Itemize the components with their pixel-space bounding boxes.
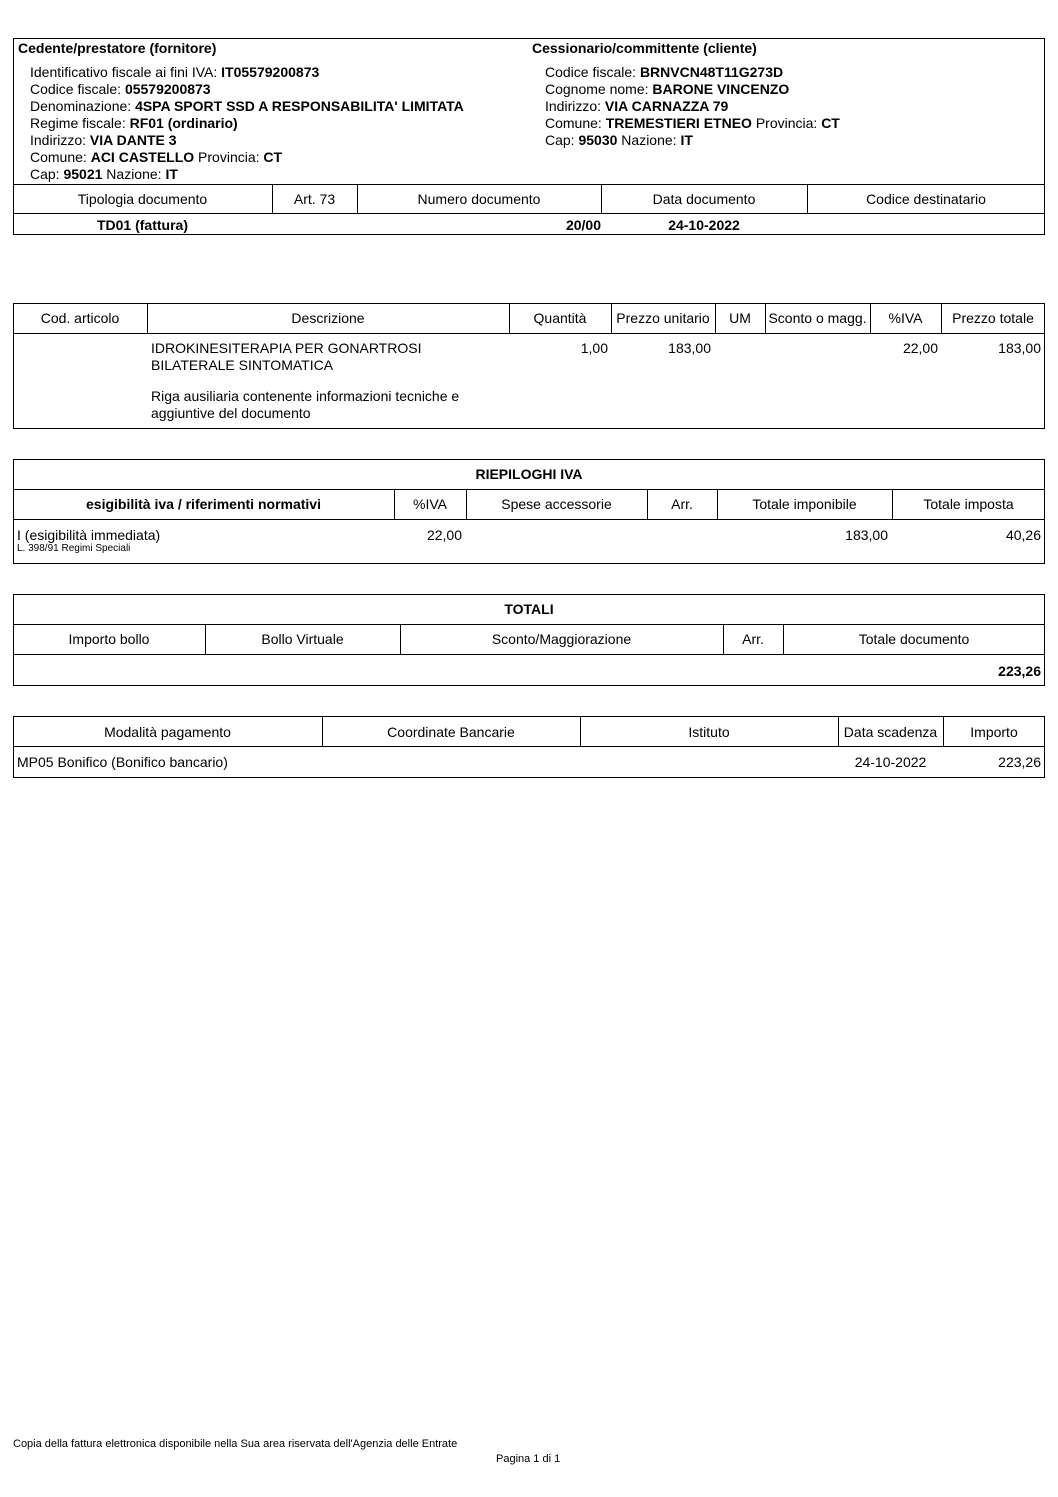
customer-cap: Cap: 95030 Nazione: IT <box>545 132 693 148</box>
pagamento-header-modalita: Modalità pagamento <box>104 724 231 740</box>
items-header-sconto: Sconto o magg. <box>768 310 867 326</box>
totali-header-bollo-virtuale: Bollo Virtuale <box>261 631 344 647</box>
riepiloghi-iva: 22,00 <box>426 527 462 543</box>
footer-note: Copia della fattura elettronica disponibile nella Sua area riservata dell'Agenzia delle Entrate <box>13 1438 458 1450</box>
doc-header-art73: Art. 73 <box>293 191 336 207</box>
items-header-divider <box>13 333 1045 334</box>
items-header-prezzo-unitario: Prezzo unitario <box>616 310 710 326</box>
item-iva: 22,00 <box>902 340 938 356</box>
totale-documento: 223,26 <box>998 663 1041 679</box>
doc-numero: 20/00 <box>565 217 601 233</box>
totali-header-arr: Arr. <box>742 631 764 647</box>
pagamento-header-istituto: Istituto <box>688 724 730 740</box>
riepiloghi-esigibilita: I (esigibilità immediata) <box>17 527 161 543</box>
items-header-iva: %IVA <box>888 310 923 326</box>
pagamento-scadenza: 24-10-2022 <box>854 754 927 770</box>
supplier-line: Identificativo fiscale ai fini IVA: IT05579200873 <box>30 64 320 80</box>
item-aux-line: Riga ausiliaria contenente informazioni tecniche e <box>151 388 460 404</box>
header-divider-2 <box>13 213 1045 214</box>
supplier-line: Indirizzo: VIA DANTE 3 <box>30 132 177 148</box>
pagamento-modalita: MP05 Bonifico (Bonifico bancario) <box>17 754 228 770</box>
pagamento-header-scadenza: Data scadenza <box>843 724 938 740</box>
supplier-cap: Cap: 95021 Nazione: IT <box>30 166 178 182</box>
riepiloghi-header-iva: %IVA <box>413 496 447 512</box>
riepiloghi-imponibile: 183,00 <box>845 527 888 543</box>
item-aux-description <box>151 388 459 422</box>
pagamento-divider <box>13 746 1045 747</box>
supplier-comune: Comune: ACI CASTELLO Provincia: CT <box>30 149 283 165</box>
items-header-quantita: Quantità <box>533 310 587 326</box>
supplier-line: Denominazione: 4SPA SPORT SSD A RESPONSABILITA' LIMITATA <box>30 98 464 114</box>
page-number: Pagina 1 di 1 <box>496 1453 561 1465</box>
customer-comune: Comune: TREMESTIERI ETNEO Provincia: CT <box>545 115 840 131</box>
riepiloghi-header-arr: Arr. <box>671 496 693 512</box>
doc-tipologia: TD01 (fattura) <box>96 217 188 233</box>
header-divider-1 <box>13 184 1045 185</box>
pagamento-header-importo: Importo <box>970 724 1018 740</box>
riepiloghi-norma: L. 398/91 Regimi Speciali <box>17 543 131 554</box>
totali-divider-2 <box>13 654 1045 655</box>
item-desc-line: BILATERALE SINTOMATICA <box>151 357 334 373</box>
riepiloghi-imposta: 40,26 <box>1005 527 1041 543</box>
totali-header-bollo: Importo bollo <box>68 631 150 647</box>
supplier-line: Regime fiscale: RF01 (ordinario) <box>30 115 238 131</box>
item-description <box>151 340 421 374</box>
pagamento-header-coordinate: Coordinate Bancarie <box>387 724 515 740</box>
item-quantity: 1,00 <box>580 340 608 356</box>
customer-line: Codice fiscale: BRNVCN48T11G273D <box>545 64 784 80</box>
doc-header-numero: Numero documento <box>417 191 541 207</box>
item-total: 183,00 <box>998 340 1041 356</box>
doc-header-data: Data documento <box>652 191 756 207</box>
items-header-descrizione: Descrizione <box>291 310 365 326</box>
supplier-title: Cedente/prestatore (fornitore) <box>18 40 217 56</box>
riepiloghi-header-spese: Spese accessorie <box>501 496 612 512</box>
item-aux-line: aggiuntive del documento <box>151 405 311 421</box>
supplier-block <box>30 64 464 183</box>
riepiloghi-header-esigibilita: esigibilità iva / riferimenti normativi <box>86 496 321 512</box>
customer-line: Cognome nome: BARONE VINCENZO <box>545 81 790 97</box>
riepiloghi-title: RIEPILOGHI IVA <box>475 466 583 482</box>
totali-divider-1 <box>13 624 1045 625</box>
customer-block <box>545 64 840 149</box>
items-header-prezzo-totale: Prezzo totale <box>952 310 1034 326</box>
items-header-cod: Cod. articolo <box>40 310 120 326</box>
totali-title: TOTALI <box>504 601 554 617</box>
items-header-um: UM <box>729 310 751 326</box>
pagamento-importo: 223,26 <box>998 754 1041 770</box>
riepiloghi-divider-2 <box>13 519 1045 520</box>
customer-line: Indirizzo: VIA CARNAZZA 79 <box>545 98 729 114</box>
riepiloghi-header-imponibile: Totale imponibile <box>752 496 857 512</box>
doc-header-destinatario: Codice destinatario <box>866 191 986 207</box>
item-desc-line: IDROKINESITERAPIA PER GONARTROSI <box>151 340 422 356</box>
customer-title: Cessionario/committente (cliente) <box>532 40 757 56</box>
doc-data: 24-10-2022 <box>668 217 740 233</box>
riepiloghi-divider-1 <box>13 489 1045 490</box>
item-unit-price: 183,00 <box>668 340 711 356</box>
riepiloghi-header-imposta: Totale imposta <box>923 496 1014 512</box>
supplier-line: Codice fiscale: 05579200873 <box>30 81 211 97</box>
totali-header-sconto: Sconto/Maggiorazione <box>491 631 632 647</box>
totali-header-totale: Totale documento <box>858 631 970 647</box>
doc-header-tipologia: Tipologia documento <box>77 191 208 207</box>
